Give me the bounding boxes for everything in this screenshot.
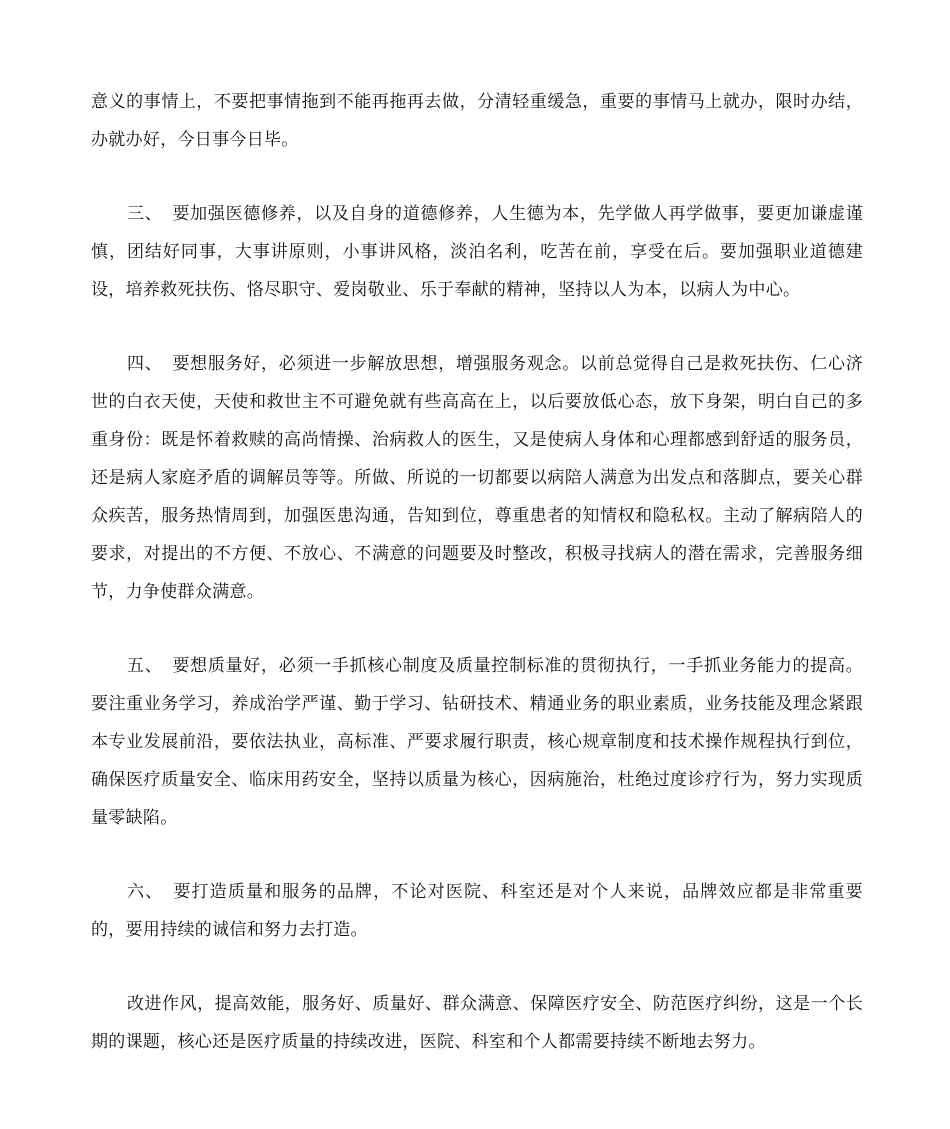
paragraph-section-4	[91, 345, 863, 611]
paragraph-section-6	[91, 873, 863, 949]
paragraph-text: 要打造质量和服务的品牌，不论对医院、科室还是对个人来说，品牌效应都是非常重要的，要用持续的诚信和努力去打造。	[91, 882, 863, 940]
paragraph-text: 要想质量好，必须一手抓核心制度及质量控制标准的贯彻执行，一手抓业务能力的提高。要注重业务学习，养成治学严谨、勤于学习、钻研技术、精通业务的职业素质，业务技能及理念紧跟本专业发展前沿，要依法执业，高标准、严要求履行职责，核心规章制度和技术操作规程执行到位，确保医疗质量安全、临床用药安全，坚持以质量为核心，因病施治，杜绝过度诊疗行为，努力实现质量零缺陷。	[91, 656, 863, 828]
paragraph-text: 要加强医德修养，以及自身的道德修养，人生德为本，先学做人再学做事，要更加谦虚谨慎，团结好同事，大事讲原则，小事讲风格，淡泊名利，吃苦在前，享受在后。要加强职业道德建设，培养救死扶伤、恪尽职守、爱岗敬业、乐于奉献的精神，坚持以人为本，以病人为中心。	[91, 204, 863, 300]
paragraph-text: 意义的事情上，不要把事情拖到不能再拖再去做，分清轻重缓急，重要的事情马上就办，限时办结，办就办好，今日事今日毕。	[91, 92, 863, 150]
paragraph-section-5	[91, 647, 863, 837]
section-numeral: 四、	[127, 354, 163, 374]
paragraph-conclusion	[91, 985, 863, 1061]
section-numeral: 五、	[127, 656, 163, 676]
paragraph-section-3	[91, 195, 863, 309]
paragraph-text: 要想服务好，必须进一步解放思想，增强服务观念。以前总觉得自己是救死扶伤、仁心济世的白衣天使，天使和救世主不可避免就有些高高在上，以后要放低心态，放下身架，明白自己的多重身份：既是怀着救赎的高尚情操、治病救人的医生，又是使病人身体和心理都感到舒适的服务员，还是病人家庭矛盾的调解员等等。所做、所说的一切都要以病陪人满意为出发点和落脚点，要关心群众疾苦，服务热情周到，加强医患沟通，告知到位，尊重患者的知情权和隐私权。主动了解病陪人的要求，对提出的不方便、不放心、不满意的问题要及时整改，积极寻找病人的潜在需求，完善服务细节，力争使群众满意。	[91, 354, 863, 602]
section-numeral: 三、	[127, 204, 163, 224]
document-page	[91, 83, 863, 1097]
paragraph-continued	[91, 83, 863, 159]
section-numeral: 六、	[127, 882, 164, 902]
paragraph-text: 改进作风，提高效能，服务好、质量好、群众满意、保障医疗安全、防范医疗纠纷，这是一个长期的课题，核心还是医疗质量的持续改进，医院、科室和个人都需要持续不断地去努力。	[91, 994, 863, 1052]
